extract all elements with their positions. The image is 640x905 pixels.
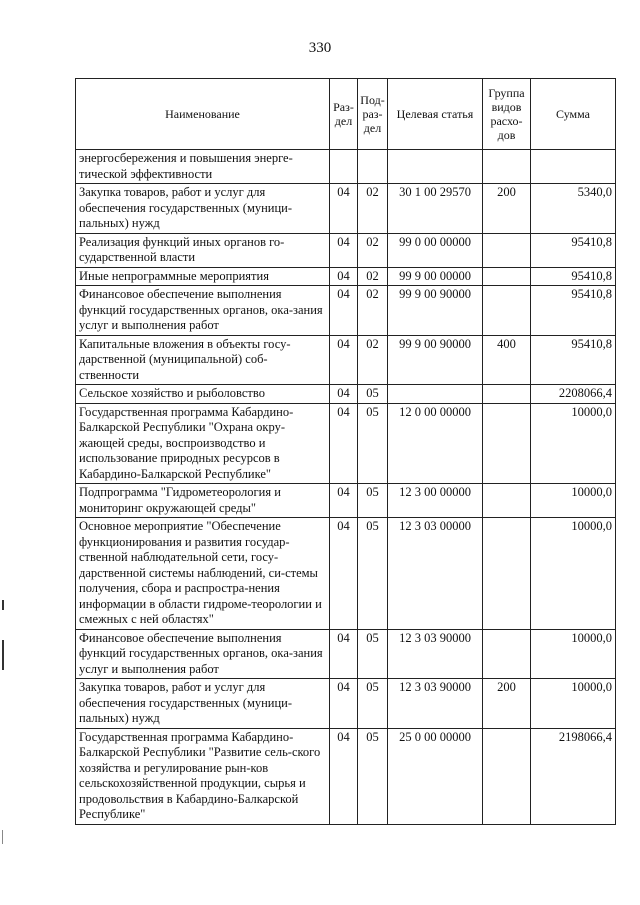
row-podrazdel: 05 — [358, 518, 388, 630]
row-summa: 10000,0 — [531, 518, 616, 630]
header-group: Группа видов расхо-дов — [483, 79, 531, 150]
row-summa: 10000,0 — [531, 629, 616, 679]
row-podrazdel: 05 — [358, 728, 388, 824]
row-razdel: 04 — [330, 518, 358, 630]
row-name: Государственная программа Кабардино-Балкарской Республики "Развитие сель-ского хозяйства и регулирование рын-ков сельскохозяйственной продукции, сырья и продовольствия в Кабардино-Балкарской Республике" — [76, 728, 330, 824]
row-podrazdel: 05 — [358, 385, 388, 404]
table-row — [76, 518, 616, 630]
row-podrazdel: 05 — [358, 484, 388, 518]
table-row — [76, 335, 616, 385]
table-row — [76, 679, 616, 729]
table-row — [76, 233, 616, 267]
row-statya: 99 9 00 00000 — [388, 267, 483, 286]
header-statya: Целевая статья — [388, 79, 483, 150]
row-group: 200 — [483, 184, 531, 234]
row-summa: 5340,0 — [531, 184, 616, 234]
row-summa: 95410,8 — [531, 335, 616, 385]
row-summa: 95410,8 — [531, 233, 616, 267]
row-statya: 12 0 00 00000 — [388, 403, 483, 484]
row-podrazdel: 02 — [358, 233, 388, 267]
row-summa: 2208066,4 — [531, 385, 616, 404]
row-podrazdel: 02 — [358, 184, 388, 234]
table-row — [76, 267, 616, 286]
row-summa: 95410,8 — [531, 286, 616, 336]
row-razdel: 04 — [330, 629, 358, 679]
page-number: 330 — [308, 40, 332, 56]
row-group — [483, 233, 531, 267]
row-group: 200 — [483, 679, 531, 729]
row-statya: 99 9 00 90000 — [388, 335, 483, 385]
row-name: Закупка товаров, работ и услуг для обеспечения государственных (муници-пальных) нужд — [76, 184, 330, 234]
row-name: Закупка товаров, работ и услуг для обеспечения государственных (муници-пальных) нужд — [76, 679, 330, 729]
row-podrazdel: 05 — [358, 403, 388, 484]
row-group: 400 — [483, 335, 531, 385]
row-razdel: 04 — [330, 286, 358, 336]
row-podrazdel: 02 — [358, 286, 388, 336]
table-row — [76, 484, 616, 518]
row-group — [483, 728, 531, 824]
row-razdel: 04 — [330, 403, 358, 484]
row-razdel: 04 — [330, 184, 358, 234]
row-statya: 99 9 00 90000 — [388, 286, 483, 336]
row-podrazdel: 05 — [358, 679, 388, 729]
row-podrazdel — [358, 150, 388, 184]
margin-mark — [2, 600, 4, 610]
row-name: Государственная программа Кабардино-Балкарской Республики "Охрана окру-жающей среды, воспроизводство и использование природных ресурсов в Кабардино-Балкарской Республике" — [76, 403, 330, 484]
row-group — [483, 150, 531, 184]
row-razdel — [330, 150, 358, 184]
row-group — [483, 267, 531, 286]
row-name: Капитальные вложения в объекты госу-дарственной (муниципальной) соб-ственности — [76, 335, 330, 385]
row-podrazdel: 02 — [358, 335, 388, 385]
table-row — [76, 403, 616, 484]
row-razdel: 04 — [330, 267, 358, 286]
row-name: энергосбережения и повышения энерге-тической эффективности — [76, 150, 330, 184]
row-name: Финансовое обеспечение выполнения функций государственных органов, ока-зания услуг и выполнения работ — [76, 286, 330, 336]
table-row — [76, 150, 616, 184]
budget-table — [75, 78, 616, 825]
table-row — [76, 385, 616, 404]
header-summa: Сумма — [531, 79, 616, 150]
row-group — [483, 286, 531, 336]
row-group — [483, 629, 531, 679]
margin-mark — [2, 830, 3, 844]
table-row — [76, 286, 616, 336]
header-razdel: Раз-дел — [330, 79, 358, 150]
row-summa: 95410,8 — [531, 267, 616, 286]
row-group — [483, 403, 531, 484]
row-statya: 99 0 00 00000 — [388, 233, 483, 267]
row-podrazdel: 02 — [358, 267, 388, 286]
row-razdel: 04 — [330, 335, 358, 385]
row-statya — [388, 150, 483, 184]
row-name: Иные непрограммные мероприятия — [76, 267, 330, 286]
row-group — [483, 484, 531, 518]
row-statya: 12 3 00 00000 — [388, 484, 483, 518]
row-statya: 12 3 03 00000 — [388, 518, 483, 630]
row-razdel: 04 — [330, 385, 358, 404]
row-statya: 12 3 03 90000 — [388, 629, 483, 679]
row-group — [483, 518, 531, 630]
row-razdel: 04 — [330, 679, 358, 729]
row-name: Подпрограмма "Гидрометеорология и мониторинг окружающей среды" — [76, 484, 330, 518]
row-summa — [531, 150, 616, 184]
row-name: Сельское хозяйство и рыболовство — [76, 385, 330, 404]
row-name: Основное мероприятие "Обеспечение функционирования и развития государ-ственной наблюдательной сети, госу-дарственной системы наблюдений, си-стемы получения, сбора и распростра-нения информации в области гидроме-теорологии и смежных с ней областях" — [76, 518, 330, 630]
row-razdel: 04 — [330, 484, 358, 518]
margin-mark — [2, 640, 4, 670]
header-podrazdel: Под-раз-дел — [358, 79, 388, 150]
row-statya: 30 1 00 29570 — [388, 184, 483, 234]
row-summa: 2198066,4 — [531, 728, 616, 824]
table-header-row — [76, 79, 616, 150]
table-row — [76, 728, 616, 824]
row-name: Реализация функций иных органов го-сударственной власти — [76, 233, 330, 267]
table-row — [76, 184, 616, 234]
row-statya: 12 3 03 90000 — [388, 679, 483, 729]
row-razdel: 04 — [330, 728, 358, 824]
row-podrazdel: 05 — [358, 629, 388, 679]
row-razdel: 04 — [330, 233, 358, 267]
row-statya — [388, 385, 483, 404]
row-group — [483, 385, 531, 404]
row-summa: 10000,0 — [531, 484, 616, 518]
row-statya: 25 0 00 00000 — [388, 728, 483, 824]
header-name: Наименование — [76, 79, 330, 150]
row-summa: 10000,0 — [531, 403, 616, 484]
row-summa: 10000,0 — [531, 679, 616, 729]
table-row — [76, 629, 616, 679]
row-name: Финансовое обеспечение выполнения функций государственных органов, ока-зания услуг и выполнения работ — [76, 629, 330, 679]
